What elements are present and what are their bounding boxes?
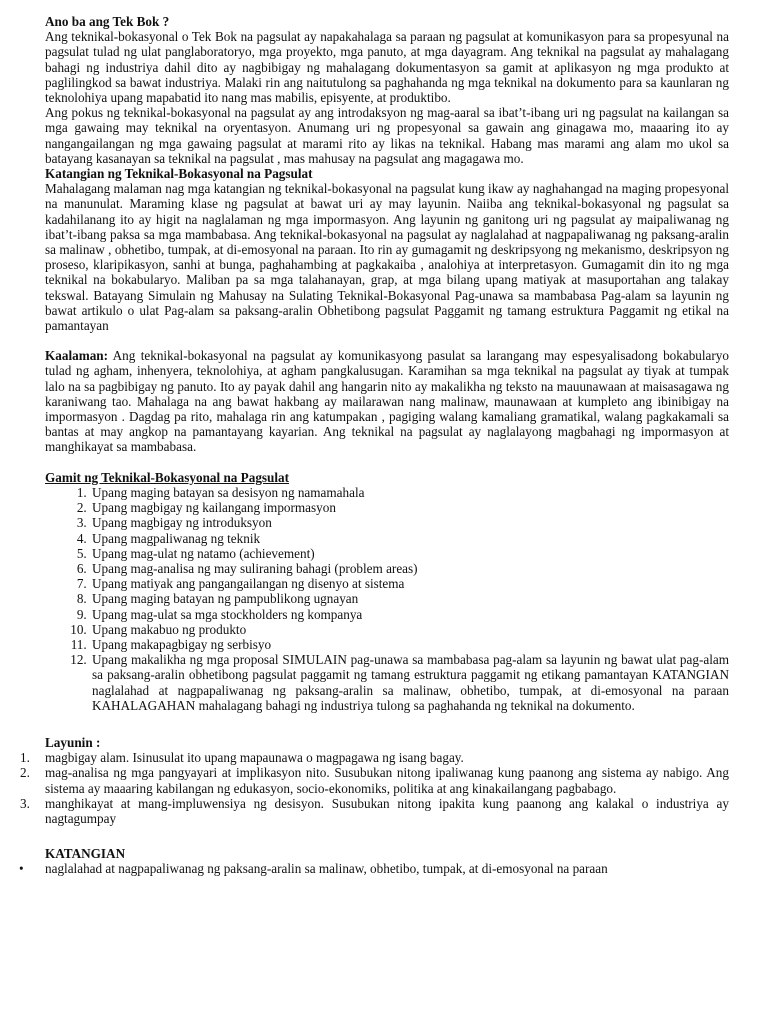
gamit-item: 8. Upang maging batayan ng pampublikong ugnayan [90,591,729,606]
intro-paragraph-1: Ang teknikal-bokasyonal o Tek Bok na pagsulat ay napakahalaga sa paraan ng pagsulat at komunikasyon para sa propesyunal na pagsulat tulad ng ulat panglaboratoryo, mga proyekto, mga panuto, at mga dayagram. Ang teknikal na pagsulat ay mahalagang bahagi ng industriya dahil dito ay nagbibigay ng mahalagang dokumentasyon sa gamit at aplikasyon ng mga produkto at paglilingkod sa bawat industriya. Malaki rin ang naitutulong sa paghahanda ng mga teknikal na dokumento para sa kaunlaran ng teknolohiya upang mapabatid ito nang mas mabilis, episyente, at produktibo. [45,29,729,106]
kaalaman-label: Kaalaman: [45,348,109,364]
katangian-list-heading: KATANGIAN [45,846,126,862]
intro-heading: Ano ba ang Tek Bok ? [45,14,170,29]
gamit-item: 9. Upang mag-ulat sa mga stockholders ng kompanya [90,607,729,622]
gamit-list [45,485,729,713]
gamit-item: 6. Upang mag-analisa ng may suliraning bahagi (problem areas) [90,561,729,576]
document-page [19,14,729,877]
layunin-item [20,795,729,826]
gamit-item: 12. Upang makalikha ng mga proposal SIMULAIN pag-unawa sa mambabasa pag-alam sa layunin ng bawat ulat pag-alam sa paksang-aralin obhetibong pagsulat paggamit ng tamang estruktura paggamit ng etikang pamantayan KATANGIAN naglalahad at nagpapaliwanag ng paksang-aralin sa malinaw, obhetibo, tumpak, at di-emosyonal na paraan KAHALAGAHAN mahalagang bahagi ng industriya tulong sa paghahanda ng teknikal na dokumento. [90,652,729,713]
kaalaman-paragraph [45,348,729,454]
gamit-heading: Gamit ng Teknikal-Bokasyonal na Pagsulat [45,469,290,485]
layunin-number: 2. [20,765,30,781]
layunin-text: manghikayat at mang-impluwensiya ng desisyon. Susubukan nitong ipakita kung paanong ang kalakal o industriya ay nagtagumpay [45,795,729,826]
layunin-text: magbigay alam. Isinusulat ito upang mapaunawa o magpagawa ng isang bagay. [45,750,464,766]
layunin-number: 3. [20,795,30,811]
gamit-item: 5. Upang mag-ulat ng natamo (achievement) [90,546,729,561]
layunin-heading: Layunin : [45,734,101,750]
layunin-list [20,750,729,826]
layunin-number: 1. [20,750,30,766]
katangian-item-text: naglalahad at nagpapaliwanag ng paksang-aralin sa malinaw, obhetibo, tumpak, at di-emosyonal na paraan [45,861,608,877]
katangian-item [19,861,729,877]
layunin-item [20,750,729,766]
intro-paragraph-2: Ang pokus ng teknikal-bokasyonal na pagsulat ay ang introdaksyon ng mag-aaral sa ibat’t-ibang uri ng pagsulat na kailangan sa mga gawaing may teknikal na oryentasyon. Anumang uri ng propesyonal sa gawain ang ginagawa mo, maaaring ito ay nangangailangan ng mga gawaing pagsulat at marami rito ay likas na teknikal. Habang mas marami ang alam mo ukol sa batayang kasanayan sa teknikal na pagsulat , mas mahusay na pagsulat ang magagawa mo. [45,105,729,166]
layunin-text: mag-analisa ng mga pangyayari at implikasyon nito. Susubukan nitong ipaliwanag kung paanong ang sistema ay nabigo. Ang sistema ay maaaring kabilangan ng edukasyon, socio-ekonomiks, politika at ang kinakailangang pagbabago. [45,765,729,796]
gamit-item: 3. Upang magbigay ng introduksyon [90,515,729,530]
gamit-item: 4. Upang magpaliwanag ng teknik [90,531,729,546]
katangian-heading: Katangian ng Teknikal-Bokasyonal na Pagsulat [45,166,313,182]
gamit-item: 2. Upang magbigay ng kailangang impormasyon [90,500,729,515]
gamit-item: 1. Upang maging batayan sa desisyon ng namamahala [90,485,729,500]
gamit-item: 7. Upang matiyak ang pangangailangan ng disenyo at sistema [90,576,729,591]
gamit-item: 10. Upang makabuo ng produkto [90,622,729,637]
katangian-list [19,861,729,877]
layunin-item [20,765,729,796]
bullet-icon: • [19,861,24,877]
kaalaman-text: Ang teknikal-bokasyonal na pagsulat ay komunikasyong pasulat sa larangang may espesyalisadong bokabularyo tulad ng agham, inhenyera, teknolohiya, at agham pangkalusugan. Karamihan sa mga teknikal na pagsulat ay tiyak at tumpak lalo na sa pagbibigay ng panuto. Ito ay payak dahil ang hangarin nito ay makalikha ng teksto na mauunawaan at maisasagawa ng karaniwang tao. Mahalaga na ang bawat hakbang ay mailarawan nang malinaw, maunawaan at kumpleto ang ibinibigay na impormasyon . Dagdag pa rito, mahalaga rin ang katumpakan , pagiging walang kamaliang gramatikal, walang pagkakamali sa bantas at may angkop na pamantayang kayarian. Ang teknikal na pagsulat ay naglalayong magbahagi ng impormasyon at manghikayat sa mambabasa. [45,348,729,455]
gamit-item: 11. Upang makapagbigay ng serbisyo [90,637,729,652]
katangian-paragraph: Mahalagang malaman nag mga katangian ng teknikal-bokasyonal na pagsulat kung ikaw ay naghahangad na maging propesyonal na manunulat. Maraming klase ng pagsulat at bawat uri ay may layunin. Naiiba ang teknikal-bokasyonal ng pagsulat sa kadahilanang ito ay higit na naglalaman ng mga impormasyon. Ang layunin ng ganitong uri ng pagsulat ay maipaliwanag ng ibat’t-ibang paksa sa mga mambabasa. Ang teknikal-bokasyonal na pagsulat ay naglalahad at nagpapaliwanag ng paksang-aralin sa malinaw , obhetibo, tumpak, at di-emosyonal na paraan. Ito rin ay gumagamit ng deskripsyong ng mekanismo, deskripsyon ng proseso, klaripikasyon, sanhi at bunga, paghahambing at pagkakaiba , analohiya at interpretasyon. Gumagamit din ito ng mga teknikal na bokabularyo. Maliban pa sa mga talahanayan, grap, at mga bilang upang matiyak at masuportahan ang talakay tekswal. Batayang Simulain ng Mahusay na Sulating Teknikal-Bokasyonal Pag-unawa sa mambabasa Pag-alam sa layunin ng bawat artikulo o ulat Pag-alam sa paksang-aralin Obhetibong pagsulat Paggamit ng tamang estruktura Paggamit ng etikal na pamantayan [45,181,729,334]
